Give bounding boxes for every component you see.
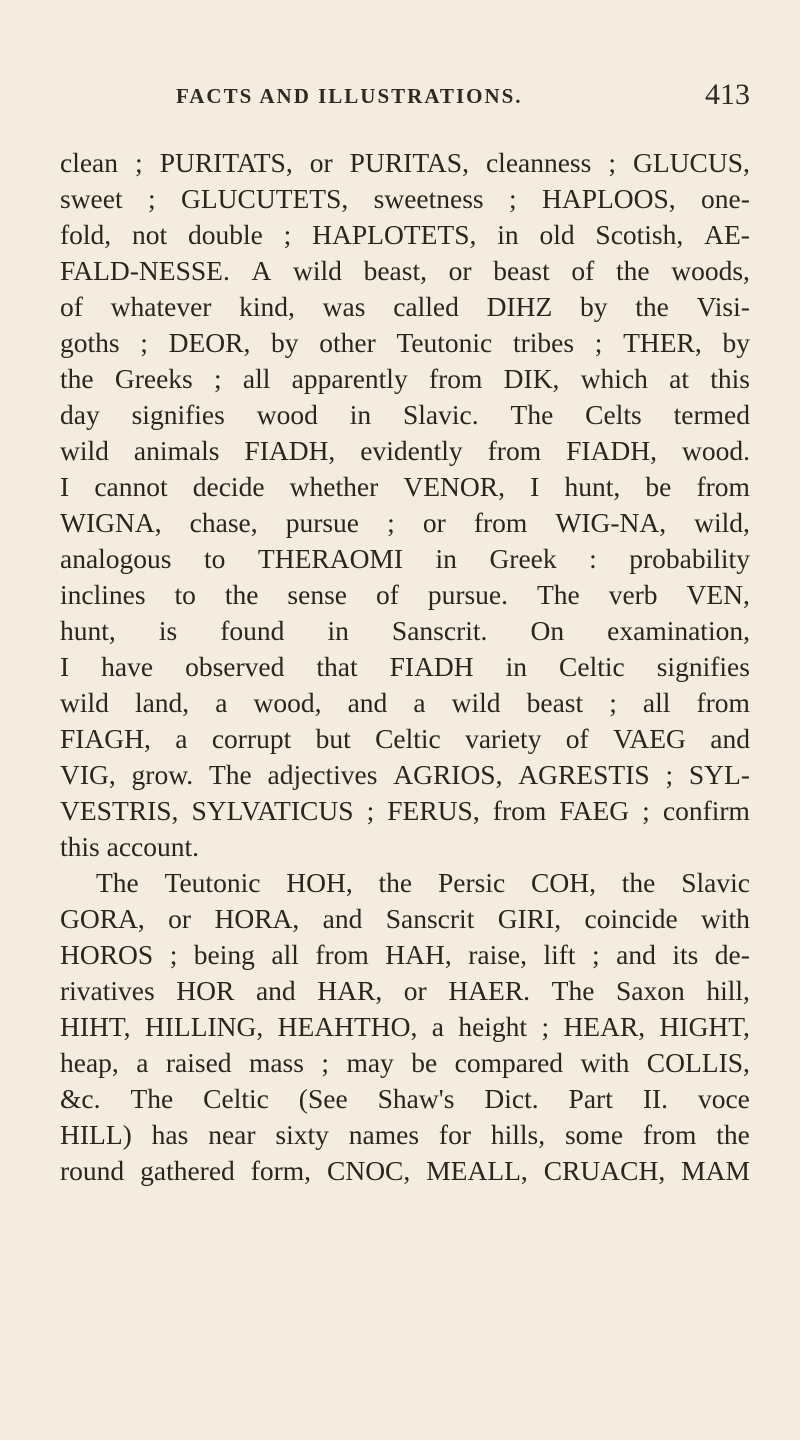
text-line: day signifies wood in Slavic. The Celts termed — [60, 399, 750, 430]
text-line: sweet ; GLUCUTETS, sweetness ; HAPLOOS, one- — [60, 183, 750, 214]
text-line: VIG, grow. The adjectives AGRIOS, AGRESTIS ; SYL- — [60, 759, 750, 790]
text-line: The Teutonic HOH, the Persic COH, the Slavic — [96, 867, 750, 898]
text-line: VESTRIS, SYLVATICUS ; FERUS, from FAEG ; confirm — [60, 795, 750, 826]
text-line: round gathered form, CNOC, MEALL, CRUACH, MAM — [60, 1155, 750, 1186]
text-line: wild land, a wood, and a wild beast ; all from — [60, 687, 750, 718]
text-line: fold, not double ; HAPLOTETS, in old Scotish, AE- — [60, 219, 750, 250]
text-line: this account. — [60, 831, 199, 862]
text-line: HOROS ; being all from HAH, raise, lift ; and its de- — [60, 939, 750, 970]
text-line: of whatever kind, was called DIHZ by the Visi- — [60, 291, 750, 322]
text-line: FIAGH, a corrupt but Celtic variety of VAEG and — [60, 723, 750, 754]
text-line: HIHT, HILLING, HEAHTHO, a height ; HEAR, HIGHT, — [60, 1011, 750, 1042]
text-line: heap, a raised mass ; may be compared with COLLIS, — [60, 1047, 750, 1078]
text-line: rivatives HOR and HAR, or HAER. The Saxon hill, — [60, 975, 750, 1006]
body-text — [60, 145, 750, 1189]
text-line: hunt, is found in Sanscrit. On examination, — [60, 615, 750, 646]
text-line: clean ; PURITATS, or PURITAS, cleanness ; GLUCUS, — [60, 147, 750, 178]
text-line: I have observed that FIADH in Celtic signifies — [60, 651, 750, 682]
text-line: wild animals FIADH, evidently from FIADH, wood. — [60, 435, 750, 466]
page-header — [170, 78, 750, 118]
text-line: &c. The Celtic (See Shaw's Dict. Part II. voce — [60, 1083, 750, 1114]
text-line: FALD-NESSE. A wild beast, or beast of the woods, — [60, 255, 750, 286]
text-line: goths ; DEOR, by other Teutonic tribes ; THER, by — [60, 327, 750, 358]
text-line: the Greeks ; all apparently from DIK, which at this — [60, 363, 750, 394]
text-line: inclines to the sense of pursue. The verb VEN, — [60, 579, 750, 610]
text-line: analogous to THERAOMI in Greek : probability — [60, 543, 750, 574]
text-line: I cannot decide whether VENOR, I hunt, be from — [60, 471, 750, 502]
running-head: FACTS AND ILLUSTRATIONS. — [176, 84, 523, 108]
text-line: GORA, or HORA, and Sanscrit GIRI, coincide with — [60, 903, 750, 934]
text-line: WIGNA, chase, pursue ; or from WIG-NA, wild, — [60, 507, 750, 538]
text-line: HILL) has near sixty names for hills, some from the — [60, 1119, 750, 1150]
page-number: 413 — [705, 78, 750, 111]
